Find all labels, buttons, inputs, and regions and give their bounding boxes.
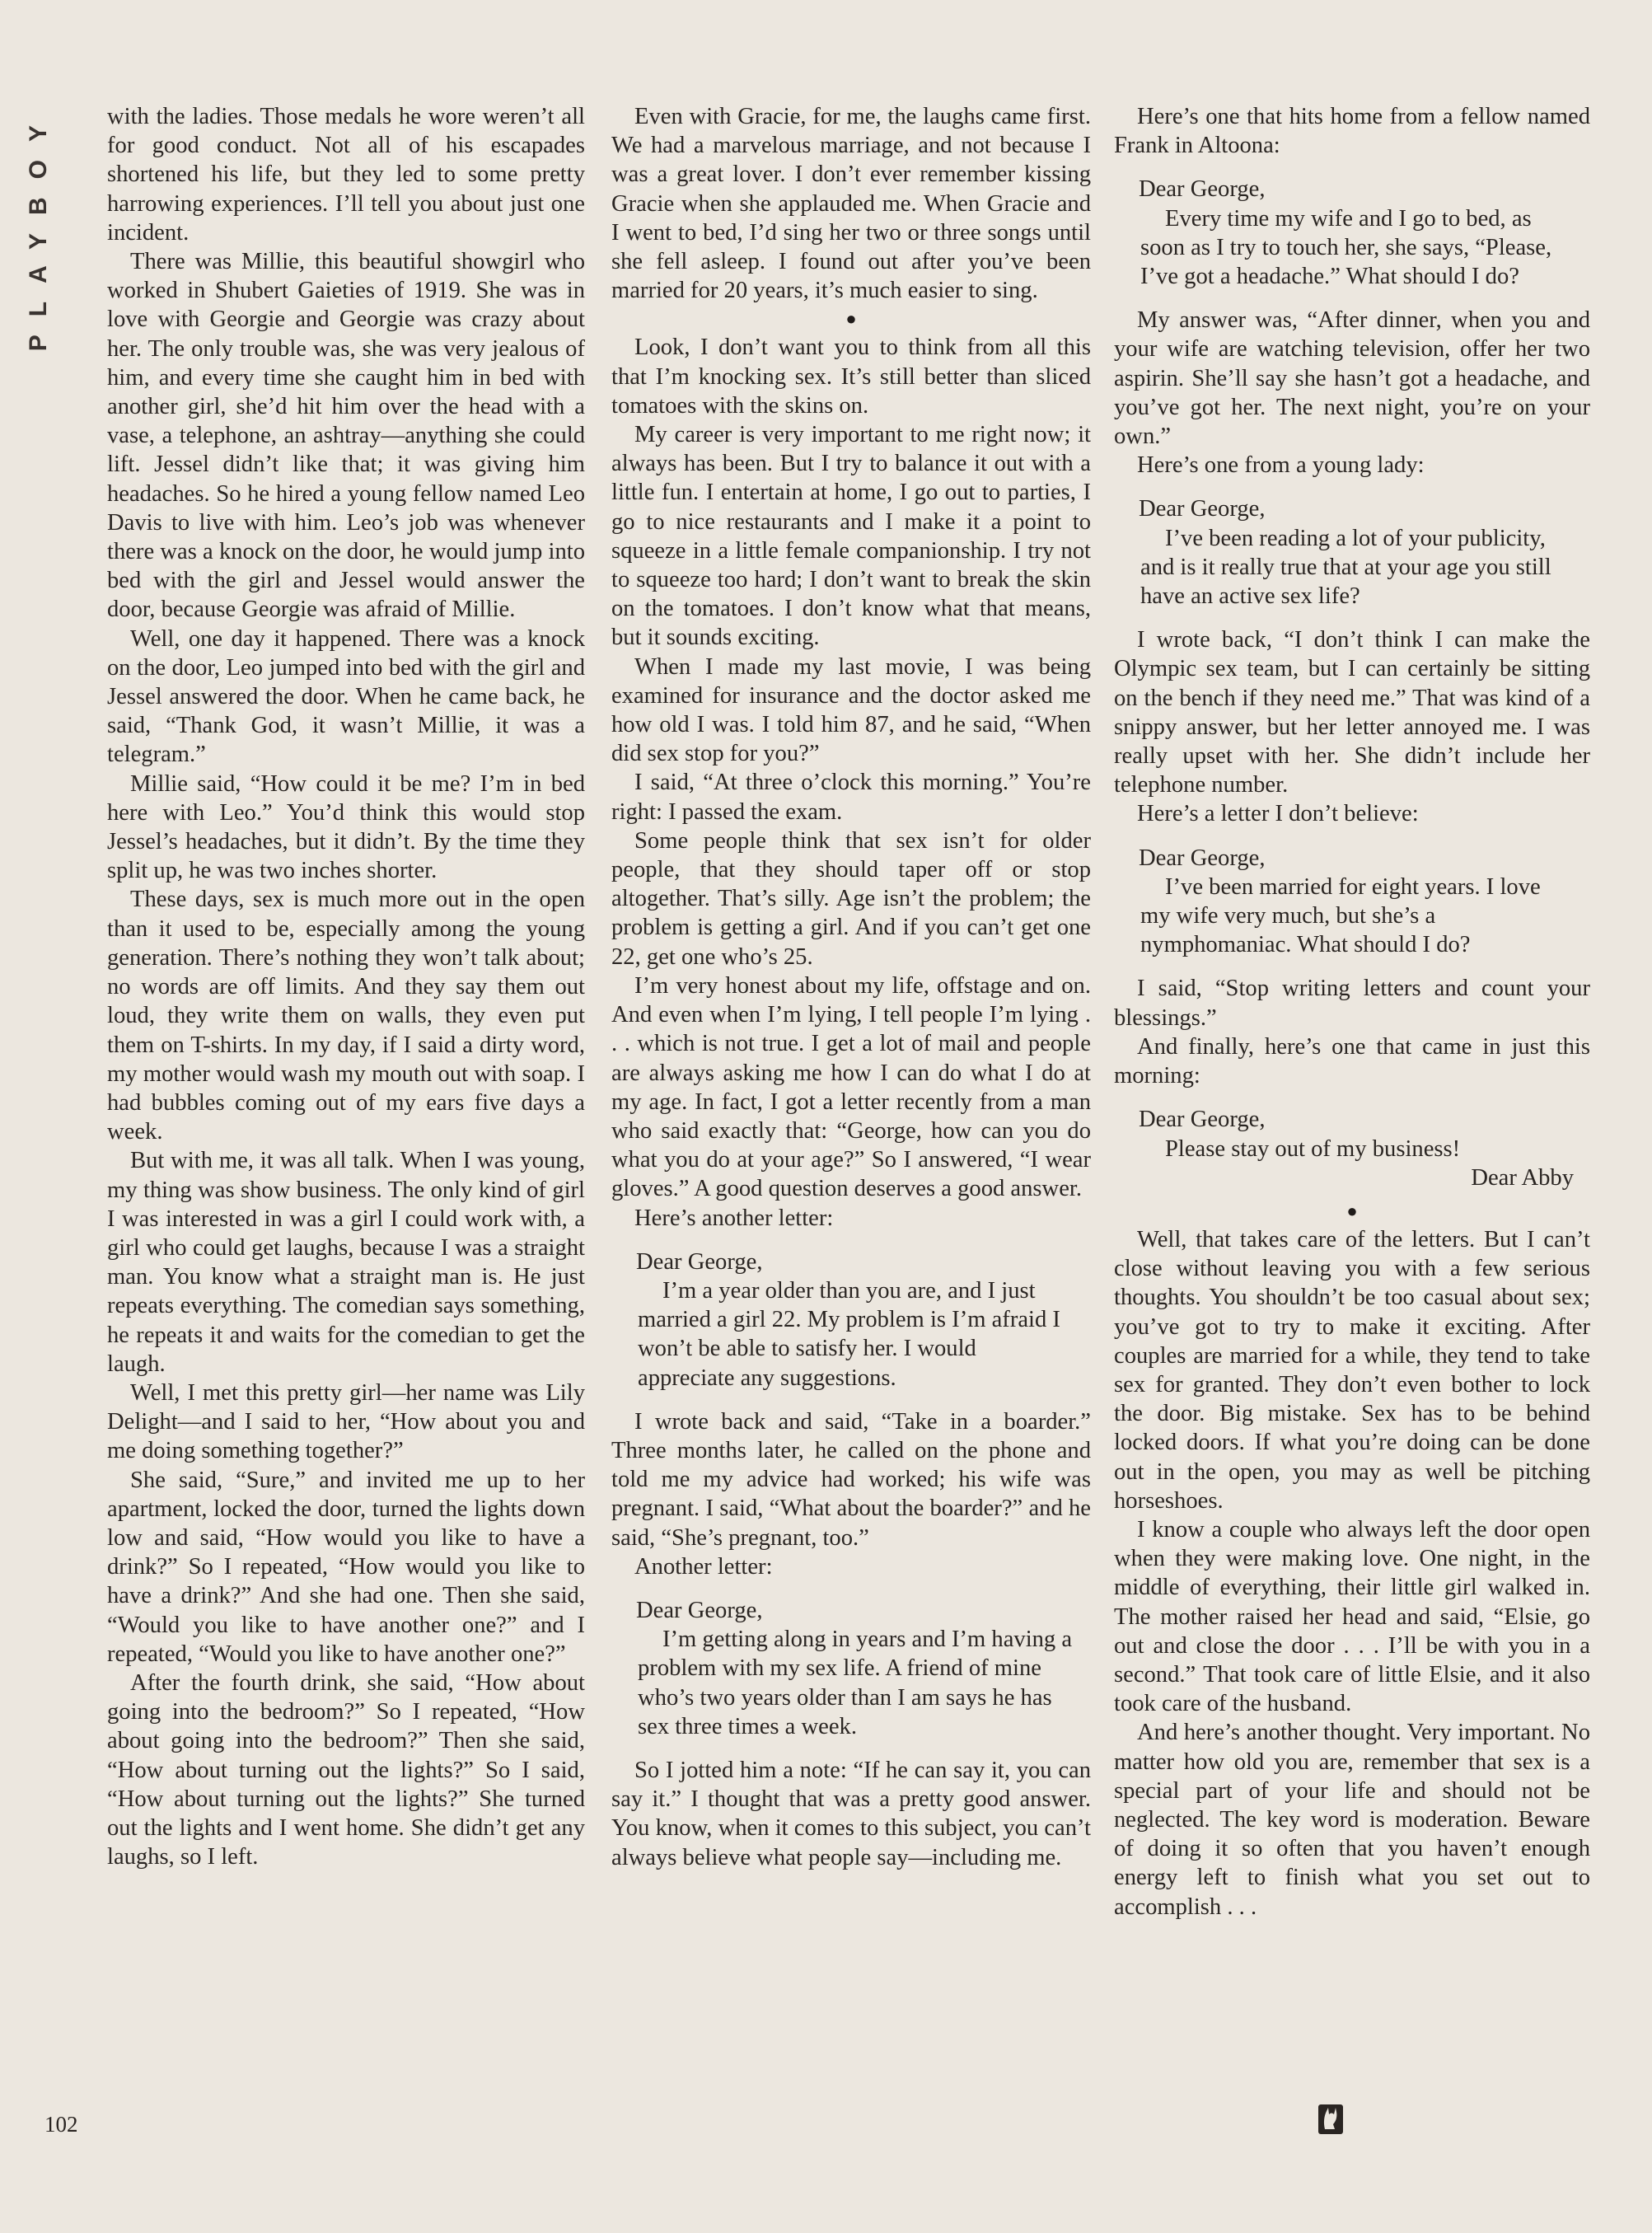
magazine-name-text: PLAYBOY bbox=[25, 107, 52, 352]
letter-salutation: Dear George, bbox=[1139, 1107, 1266, 1133]
paragraph: She said, “Sure,” and invited me up to her apartment, locked the door, turned the lights down low and said, “How would you like to have a drink?” So I repeated, “How would you like to have a drink?” And she had one. Then she said, “Would you like to have another one?” and I repeated, “Would you like to have another one?” bbox=[107, 1467, 585, 1667]
paragraph: My career is very important to me right now; it always has been. But I try to balance it out with a little fun. I entertain at home, I go out to parties, I go to nice restaurants and I make it a point to squeeze in a little female companionship. I try not to squeeze too hard; I don’t want to break the skin on the tomatoes. I don’t know what that means, but it sounds exciting. bbox=[611, 422, 1091, 651]
letter-salutation: Dear George, bbox=[636, 1597, 763, 1623]
paragraph: I wrote back, “I don’t think I can make the Olympic sex team, but I can certainly be sitting on the bench if they need me.” That was kind of a snippy answer, but her letter annoyed me. I was really upset with her. She didn’t include her telephone number. bbox=[1114, 627, 1590, 798]
paragraph: with the ladies. Those medals he wore weren’t all for good conduct. Not all of his escapades shortened his life, but they led to some pretty harrowing experiences. I’ll tell you about just one incident. bbox=[107, 104, 585, 246]
paragraph: After the fourth drink, she said, “How about going into the bedroom?” So I repeated, “How about going into the bedroom?” Then she said, “How about turning out the lights?” So I said, “How about turning out the lights?” She turned out the lights and I went home. She didn’t get any laughs, so I left. bbox=[107, 1669, 585, 1870]
paragraph: I’m very honest about my life, offstage and on. And even when I’m lying, I tell people I’m lying . . . which is not true. I get a lot of mail and people are always asking me how I can do what I do at my age. In fact, I got a letter recently from a man who said exactly that: “George, how can you do what you do at your age?” So I answered, “I wear gloves.” A good question deserves a good answer. bbox=[611, 972, 1091, 1202]
page-number: 102 bbox=[44, 2112, 78, 2137]
article-column-1 bbox=[107, 102, 585, 1871]
paragraph: I wrote back and said, “Take in a boarder.” Three months later, he called on the phone and told me my advice had worked; his wife was pregnant. I said, “What about the boarder?” and he said, “She’s pregnant, too.” bbox=[611, 1408, 1091, 1551]
paragraph: Some people think that sex isn’t for older people, that they should taper off or stop altogether. That’s silly. Age isn’t the problem; the problem is getting a girl. And if you can’t get one 22, get one who’s 25. bbox=[611, 827, 1091, 970]
paragraph: When I made my last movie, I was being examined for insurance and the doctor asked me how old I was. I told him 87, and he said, “When did sex stop for you?” bbox=[611, 653, 1091, 767]
letter-salutation: Dear George, bbox=[1139, 845, 1266, 871]
letter-body: I’m getting along in years and I’m having a problem with my sex life. A friend of mine who’s two years older than I am says he has sex three times a week. bbox=[638, 1627, 1073, 1739]
rabbit-head-icon-shape bbox=[1318, 2104, 1343, 2134]
paragraph: Even with Gracie, for me, the laughs came first. We had a marvelous marriage, and not because I was a great lover. I don’t ever remember kissing Gracie when she applauded me. When Gracie and I went to bed, I’d sing her two or three songs until she fell asleep. I found out after you’ve been married for 20 years, it’s much easier to sing. bbox=[611, 104, 1091, 304]
article-column-3 bbox=[1114, 102, 1590, 1922]
section-break-bullet: ● bbox=[845, 308, 857, 330]
rabbit-head-icon bbox=[1318, 2104, 1343, 2134]
paragraph: Here’s another letter: bbox=[634, 1205, 834, 1231]
paragraph: Here’s one from a young lady: bbox=[1137, 452, 1425, 479]
paragraph: I said, “At three o’clock this morning.” You’re right: I passed the exam. bbox=[611, 770, 1091, 825]
paragraph: Millie said, “How could it be me? I’m in bed here with Leo.” You’d think this would stop Jessel’s headaches, but it didn’t. By the time they split up, he was two inches shorter. bbox=[107, 770, 585, 884]
paragraph: Well, I met this pretty girl—her name was Lily Delight—and I said to her, “How about you and me doing something together?” bbox=[107, 1379, 585, 1464]
paragraph: And here’s another thought. Very important. No matter how old you are, remember that sex is a special part of your life and should not be neglected. The key word is moderation. Beware of doing it so often that you haven’t enough energy left to finish what you set out to accomplish . . . bbox=[1114, 1720, 1590, 1920]
letter-salutation: Dear George, bbox=[1139, 176, 1266, 203]
paragraph: Here’s a letter I don’t believe: bbox=[1137, 801, 1419, 827]
letter-signature: Dear Abby bbox=[1471, 1164, 1574, 1191]
paragraph: Look, I don’t want you to think from all this that I’m knocking sex. It’s still better than sliced tomatoes with the skins on. bbox=[611, 335, 1091, 419]
paragraph: I said, “Stop writing letters and count your blessings.” bbox=[1114, 976, 1590, 1031]
letter-body: Please stay out of my business! bbox=[1165, 1135, 1461, 1162]
paragraph: Well, that takes care of the letters. But I can’t close without leaving you with a few serious thoughts. You shouldn’t be too casual about sex; you’ve got to try to make it exciting. After couples are married for a while, they tend to take sex for granted. They don’t even bother to lock the door. Big mistake. Sex has to be behind locked doors. If what you’re doing can be done out in the open, you may as well be pitching horseshoes. bbox=[1114, 1226, 1590, 1514]
paragraph: There was Millie, this beautiful showgirl who worked in Shubert Gaieties of 1919. She was in love with Georgie and Georgie was crazy about her. The only trouble was, she was very jealous of him, and every time she caught him in bed with another girl, she’d hit him over the head with a vase, a telephone, an ashtray—anything she could lift. Jessel didn’t like that; it was giving him headaches. So he hired a young fellow named Leo Davis to live with him. Leo’s job was whenever there was a knock on the door, he would jump into bed with the girl and Jessel would answer the door, because Georgie was afraid of Millie. bbox=[107, 249, 585, 623]
paragraph: Well, one day it happened. There was a knock on the door, Leo jumped into bed with the girl and Jessel answered the door. When he came back, he said, “Thank God, it wasn’t Millie, it was a telegram.” bbox=[107, 625, 585, 768]
paragraph: But with me, it was all talk. When I was young, my thing was show business. The only kind of girl I was interested in was a girl I could work with, a girl who could get laughs, because I was a straight man. You know what a straight man is. He just repeats everything. The comedian says something, he repeats it and waits for the comedian to get the laugh. bbox=[107, 1148, 585, 1377]
letter-salutation: Dear George, bbox=[1139, 496, 1266, 522]
letter-body: Every time my wife and I go to bed, as soon as I try to touch her, she says, “Please, I’ve got a headache.” What should I do? bbox=[1140, 205, 1552, 290]
paragraph: My answer was, “After dinner, when you and your wife are watching television, offer her two aspirin. She’ll say she hasn’t got a headache, and you’ve got her. The next night, you’re on your own.” bbox=[1114, 307, 1590, 450]
letter-body: I’m a year older than you are, and I just married a girl 22. My problem is I’m afraid I won’t be able to satisfy her. I would appreciate any suggestions. bbox=[638, 1277, 1060, 1391]
paragraph: Another letter: bbox=[634, 1553, 773, 1580]
paragraph: And finally, here’s one that came in just this morning: bbox=[1114, 1033, 1590, 1089]
article-column-2 bbox=[611, 102, 1091, 1872]
letter-body: I’ve been reading a lot of your publicity, and is it really true that at your age you still have an active sex life? bbox=[1140, 525, 1551, 610]
paragraph: These days, sex is much more out in the open than it used to be, especially among the young generation. There’s nothing they won’t talk about; no words are off limits. And they say them out loud, they write them on walls, they even put them on T-shirts. In my day, if I said a dirty word, my mother would wash my mouth out with soap. I had bubbles coming out of my ears five days a week. bbox=[107, 887, 585, 1145]
paragraph: I know a couple who always left the door open when they were making love. One night, in the middle of everything, their little girl walked in. The mother raised her head and said, “Elsie, go out and close the door . . . I’ll be with you in a second.” That took care of little Elsie, and it also took care of the husband. bbox=[1114, 1516, 1590, 1717]
paragraph: So I jotted him a note: “If he can say it, you can say it.” I thought that was a pretty good answer. You know, when it comes to this subject, you can’t always believe what people say—including me. bbox=[611, 1757, 1091, 1870]
magazine-name-vertical bbox=[25, 107, 66, 387]
paragraph: Here’s one that hits home from a fellow named Frank in Altoona: bbox=[1114, 104, 1590, 159]
letter-salutation: Dear George, bbox=[636, 1248, 763, 1275]
section-break-bullet: ● bbox=[1346, 1200, 1358, 1221]
letter-body: I’ve been married for eight years. I love my wife very much, but she’s a nymphomaniac. What should I do? bbox=[1140, 873, 1541, 958]
